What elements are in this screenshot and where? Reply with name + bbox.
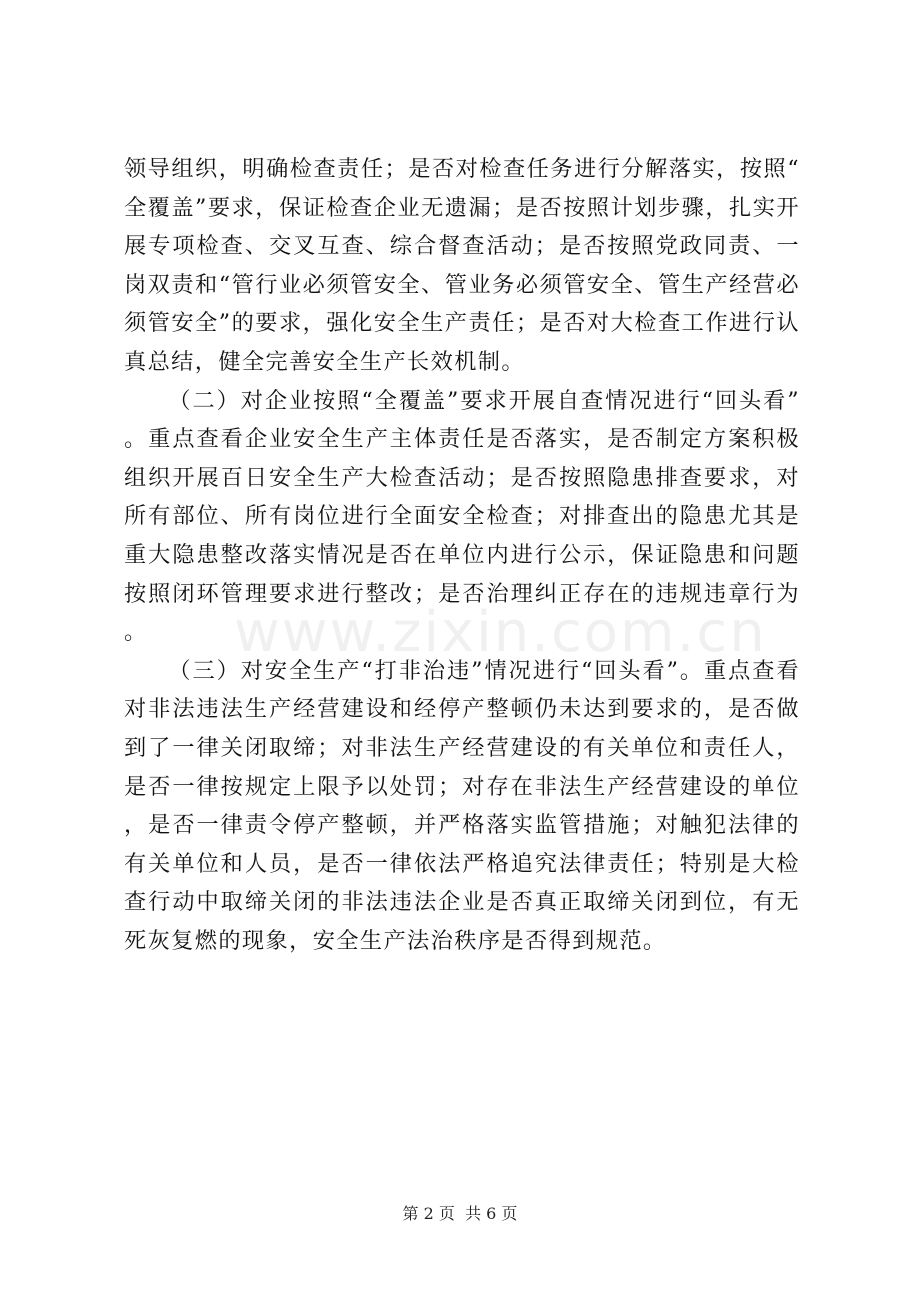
body-text: [124, 150, 800, 960]
page-footer: [0, 1201, 920, 1224]
paragraph-continuation: 领导组织，明确检查责任；是否对检查任务进行分解落实，按照“全覆盖”要求，保证检查企业无遗漏；是否按照计划步骤，扎实开展专项检查、交叉互查、综合督查活动；是否按照党政同责、一岗双责和“管行业必须管安全、管业务必须管安全、管生产经营必须管安全”的要求，强化安全生产责任；是否对大检查工作进行认真总结，健全完善安全生产长效机制。: [124, 156, 800, 375]
paragraph-section-3: （三）对安全生产“打非治违”情况进行“回头看”。重点查看对非法违法生产经营建设和经停产整顿仍未达到要求的，是否做到了一律关闭取缔；对非法生产经营建设的有关单位和责任人，是否一律按规定上限予以处罚；对存在非法生产经营建设的单位，是否一律责令停产整顿，并严格落实监管措施；对触犯法律的有关单位和人员，是否一律依法严格追究法律责任；特别是大检查行动中取缔关闭的非法违法企业是否真正取缔关闭到位，有无死灰复燃的现象，安全生产法治秩序是否得到规范。: [124, 657, 800, 954]
watermark: www.zixin.com.cn: [234, 600, 767, 665]
paragraph-section-2: （二）对企业按照“全覆盖”要求开展自查情况进行“回头看”。重点查看企业安全生产主体责任是否落实，是否制定方案积极组织开展百日安全生产大检查活动；是否按照隐患排查要求，对所有部位、所有岗位进行全面安全检查；对排查出的隐患尤其是重大隐患整改落实情况是否在单位内进行公示，保证隐患和问题按照闭环管理要求进行整改；是否治理纠正存在的违规违章行为。: [124, 387, 800, 646]
page-number: 第 2 页 共 6 页: [402, 1204, 518, 1223]
